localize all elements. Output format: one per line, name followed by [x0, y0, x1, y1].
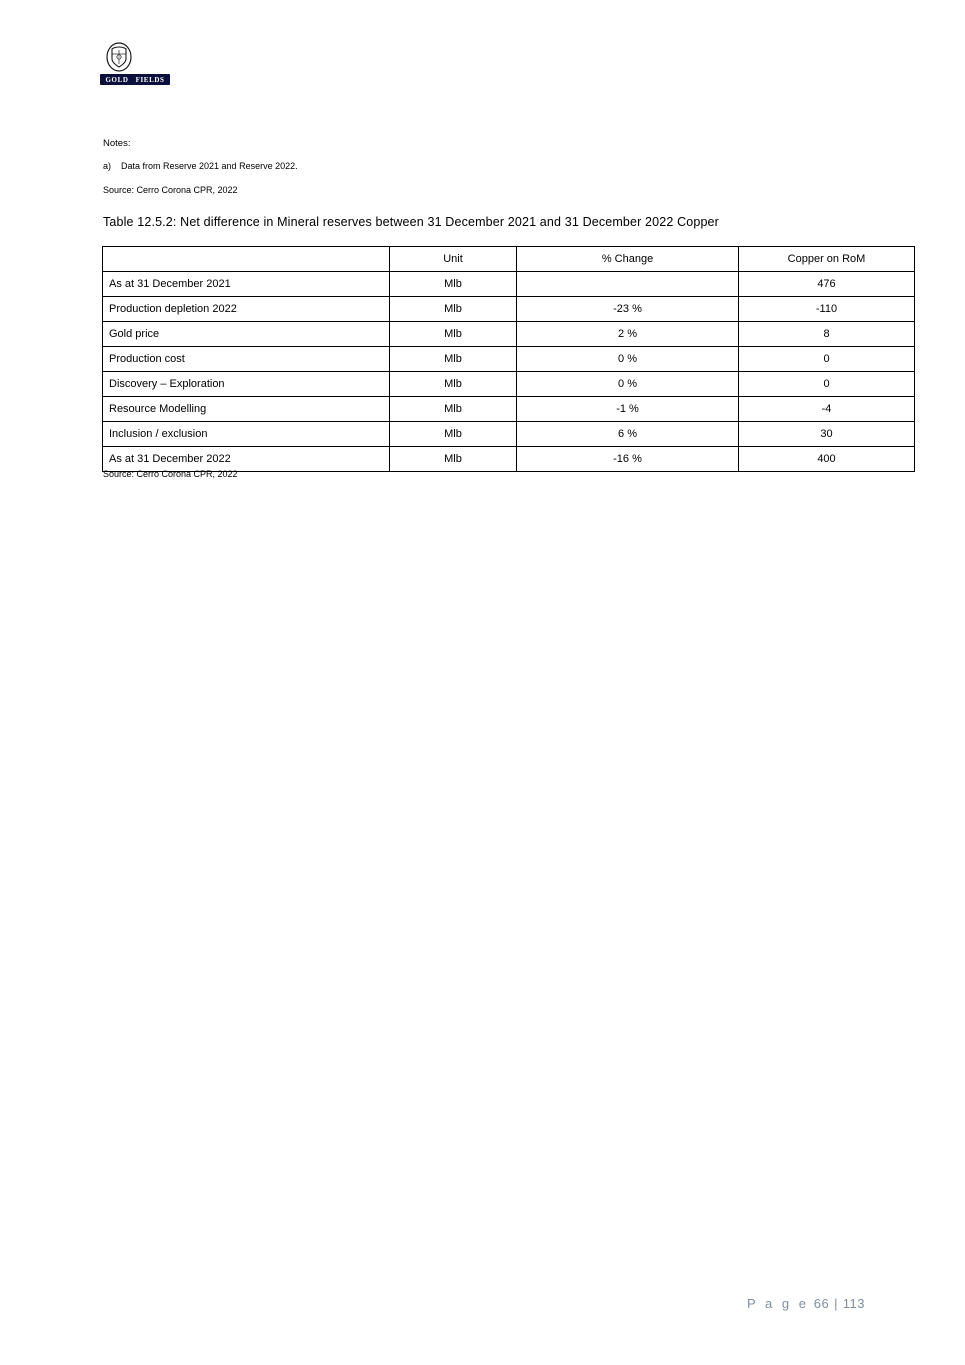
- table-row: [103, 422, 915, 447]
- row-change: [517, 272, 739, 297]
- row-unit: Mlb: [390, 347, 517, 372]
- table-header-change: % Change: [517, 247, 739, 272]
- row-copper: 8: [739, 322, 915, 347]
- notes-heading: Notes:: [103, 138, 131, 149]
- row-unit: Mlb: [390, 372, 517, 397]
- table-header-blank: [103, 247, 390, 272]
- footer-total-pages: 113: [842, 1296, 865, 1311]
- row-change: -23 %: [517, 297, 739, 322]
- row-unit: Mlb: [390, 447, 517, 472]
- table-row: [103, 397, 915, 422]
- table-header-row: [103, 247, 915, 272]
- row-copper: 0: [739, 372, 915, 397]
- notes-section: [103, 137, 873, 197]
- row-unit: Mlb: [390, 322, 517, 347]
- row-label: Gold price: [103, 322, 390, 347]
- row-copper: -4: [739, 397, 915, 422]
- row-label: As at 31 December 2022: [103, 447, 390, 472]
- footer-separator: |: [834, 1296, 838, 1311]
- row-label: Production depletion 2022: [103, 297, 390, 322]
- table-header-copper: Copper on RoM: [739, 247, 915, 272]
- row-label: Discovery – Exploration: [103, 372, 390, 397]
- row-copper: 400: [739, 447, 915, 472]
- row-label: Resource Modelling: [103, 397, 390, 422]
- shield-crest-icon: [106, 42, 132, 72]
- logo-wordmark: [100, 74, 170, 85]
- row-copper: 0: [739, 347, 915, 372]
- note-marker: a): [103, 161, 112, 171]
- row-change: -1 %: [517, 397, 739, 422]
- row-label: Inclusion / exclusion: [103, 422, 390, 447]
- row-change: -16 %: [517, 447, 739, 472]
- row-unit: Mlb: [390, 422, 517, 447]
- table-body: [103, 272, 915, 472]
- row-copper: 476: [739, 272, 915, 297]
- table-row: [103, 297, 915, 322]
- row-label: Production cost: [103, 347, 390, 372]
- notes-source: Source: Cerro Corona CPR, 2022: [103, 185, 238, 195]
- row-change: 0 %: [517, 372, 739, 397]
- table-row: [103, 322, 915, 347]
- mineral-reserve-difference-table: [102, 246, 915, 472]
- row-change: 0 %: [517, 347, 739, 372]
- table-row: [103, 347, 915, 372]
- row-change: 2 %: [517, 322, 739, 347]
- row-unit: Mlb: [390, 397, 517, 422]
- row-label: As at 31 December 2021: [103, 272, 390, 297]
- row-change: 6 %: [517, 422, 739, 447]
- row-unit: Mlb: [390, 272, 517, 297]
- gold-fields-logo: [100, 42, 180, 90]
- table-source: Source: Cerro Corona CPR, 2022: [103, 469, 238, 479]
- table-header-unit: Unit: [390, 247, 517, 272]
- row-copper: 30: [739, 422, 915, 447]
- table-row: [103, 372, 915, 397]
- table-caption: Table 12.5.2: Net difference in Mineral reserves between 31 December 2021 and 31 December 2022 Copper: [103, 215, 719, 229]
- row-unit: Mlb: [390, 297, 517, 322]
- table-row: [103, 272, 915, 297]
- logo-word-gold: GOLD: [105, 75, 129, 84]
- reserve-table-wrap: [102, 246, 864, 472]
- row-copper: -110: [739, 297, 915, 322]
- footer-page-number: 66: [813, 1296, 830, 1311]
- footer-page-word: P a g e: [747, 1296, 809, 1311]
- note-text: Data from Reserve 2021 and Reserve 2022.: [121, 161, 298, 171]
- page-footer: [747, 1296, 865, 1311]
- logo-word-fields: FIELDS: [135, 75, 165, 84]
- note-item: [103, 160, 873, 173]
- table-header: [103, 247, 915, 272]
